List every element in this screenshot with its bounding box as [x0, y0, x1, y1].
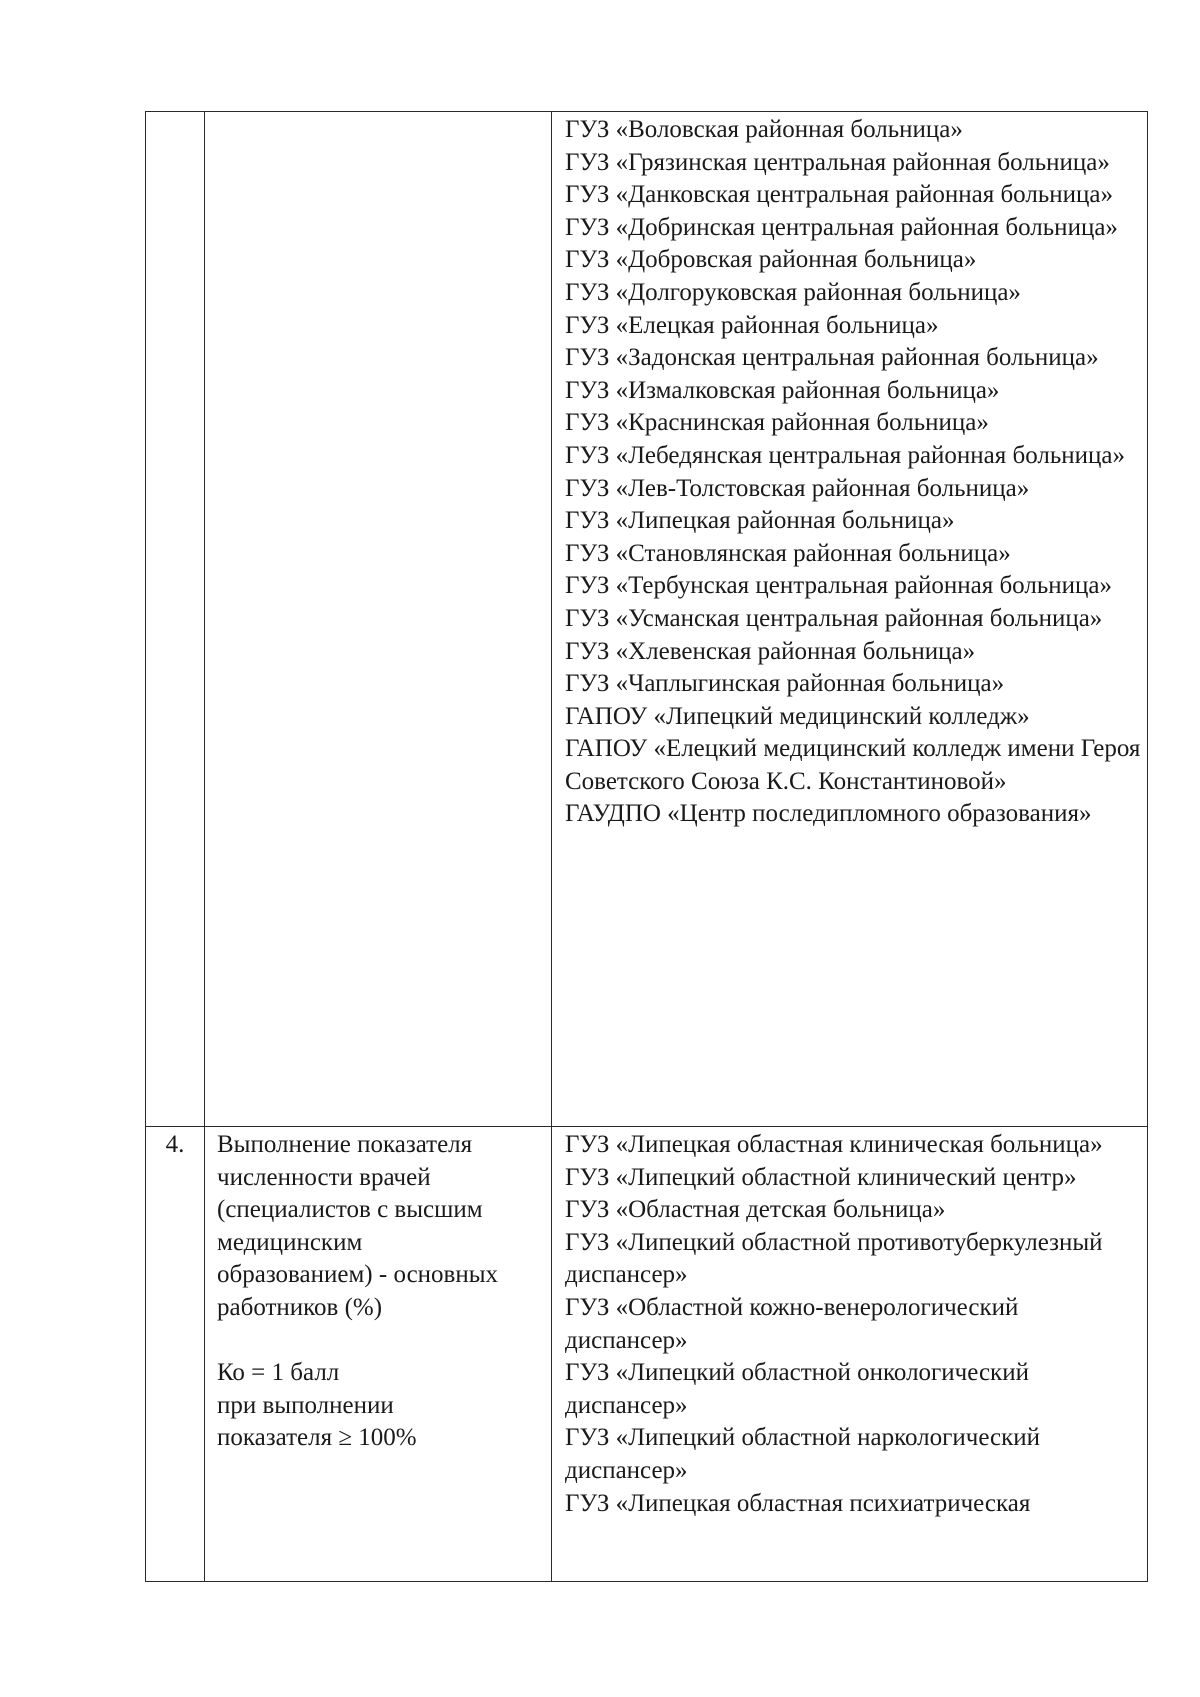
list-item: ГУЗ «Липецкий областной противотуберкулезный диспансер»	[565, 1228, 1103, 1289]
list-item: ГУЗ «Елецкая районная больница»	[565, 311, 939, 339]
list-item: ГУЗ «Областной кожно-венерологический диспансер»	[565, 1293, 1019, 1354]
list-item: ГУЗ «Липецкая районная больница»	[565, 507, 955, 535]
list-item: ГУЗ «Измалковская районная больница»	[565, 376, 1000, 404]
list-item: ГУЗ «Становлянская районная больница»	[565, 539, 1011, 567]
list-item: ГУЗ «Тербунская центральная районная больница»	[565, 572, 1112, 600]
row-number-cell	[146, 112, 205, 1127]
list-item: ГУЗ «Грязинская центральная районная больница»	[565, 148, 1110, 176]
list-item: ГУЗ «Добринская центральная районная больница»	[565, 213, 1118, 241]
list-item: ГУЗ «Воловская районная больница»	[565, 116, 963, 143]
blank-line	[217, 1325, 545, 1358]
organizations-cell	[552, 1127, 1148, 1582]
list-item: ГУЗ «Липецкий областной наркологический диспансер»	[565, 1424, 1041, 1484]
list-item: ГАПОУ «Липецкий медицинский колледж»	[565, 702, 1030, 730]
list-item: ГУЗ «Лев-Толстовская районная больница»	[565, 474, 1030, 502]
criterion-text: образованием) - основных	[217, 1261, 499, 1289]
list-item: ГУЗ «Задонская центральная районная больница»	[565, 344, 1099, 372]
coefficient-text: показателя ≥ 100%	[217, 1424, 417, 1452]
list-item: ГУЗ «Данковская центральная районная больница»	[565, 181, 1113, 209]
list-item: ГУЗ «Липецкая областная клиническая больница»	[565, 1131, 1103, 1158]
list-item: ГУЗ «Долгоруковская районная больница»	[565, 278, 1021, 306]
row-number-cell: 4.	[146, 1127, 205, 1582]
table-row	[146, 1127, 1148, 1582]
list-item: ГУЗ «Усманская центральная районная больница»	[565, 604, 1103, 632]
criterion-text: работников (%)	[217, 1293, 383, 1321]
list-item: ГУЗ «Липецкий областной клинический центр»	[565, 1163, 1077, 1191]
list-item: ГУЗ «Чаплыгинская районная больница»	[565, 670, 1005, 698]
list-item: ГУЗ «Областная детская больница»	[565, 1196, 946, 1224]
list-item: ГУЗ «Краснинская районная больница»	[565, 409, 989, 437]
list-item: ГУЗ «Хлевенская районная больница»	[565, 637, 976, 665]
criterion-text: Выполнение показателя	[217, 1131, 473, 1158]
list-item: ГАУДПО «Центр последипломного образования»	[565, 800, 1092, 828]
list-item: ГУЗ «Добровская районная больница»	[565, 246, 977, 274]
coefficient-text: Ко = 1 балл	[217, 1359, 340, 1387]
criterion-cell	[205, 112, 552, 1127]
criteria-table	[145, 111, 1148, 1582]
criterion-cell	[205, 1127, 552, 1582]
table-row	[146, 112, 1148, 1127]
list-item: ГУЗ «Липецкая областная психиатрическая	[565, 1489, 1031, 1517]
list-item: ГАПОУ «Елецкий медицинский колледж имени Героя Советского Союза К.С. Константиновой»	[565, 735, 1141, 795]
criterion-text: численности врачей	[217, 1163, 431, 1191]
coefficient-text: при выполнении	[217, 1391, 394, 1419]
list-item: ГУЗ «Липецкий областной онкологический диспансер»	[565, 1359, 1029, 1419]
list-item: ГУЗ «Лебедянская центральная районная больница»	[565, 441, 1126, 469]
organizations-cell	[552, 112, 1148, 1127]
criterion-text: (специалистов с высшим	[217, 1196, 483, 1224]
criterion-text: медицинским	[217, 1228, 363, 1256]
